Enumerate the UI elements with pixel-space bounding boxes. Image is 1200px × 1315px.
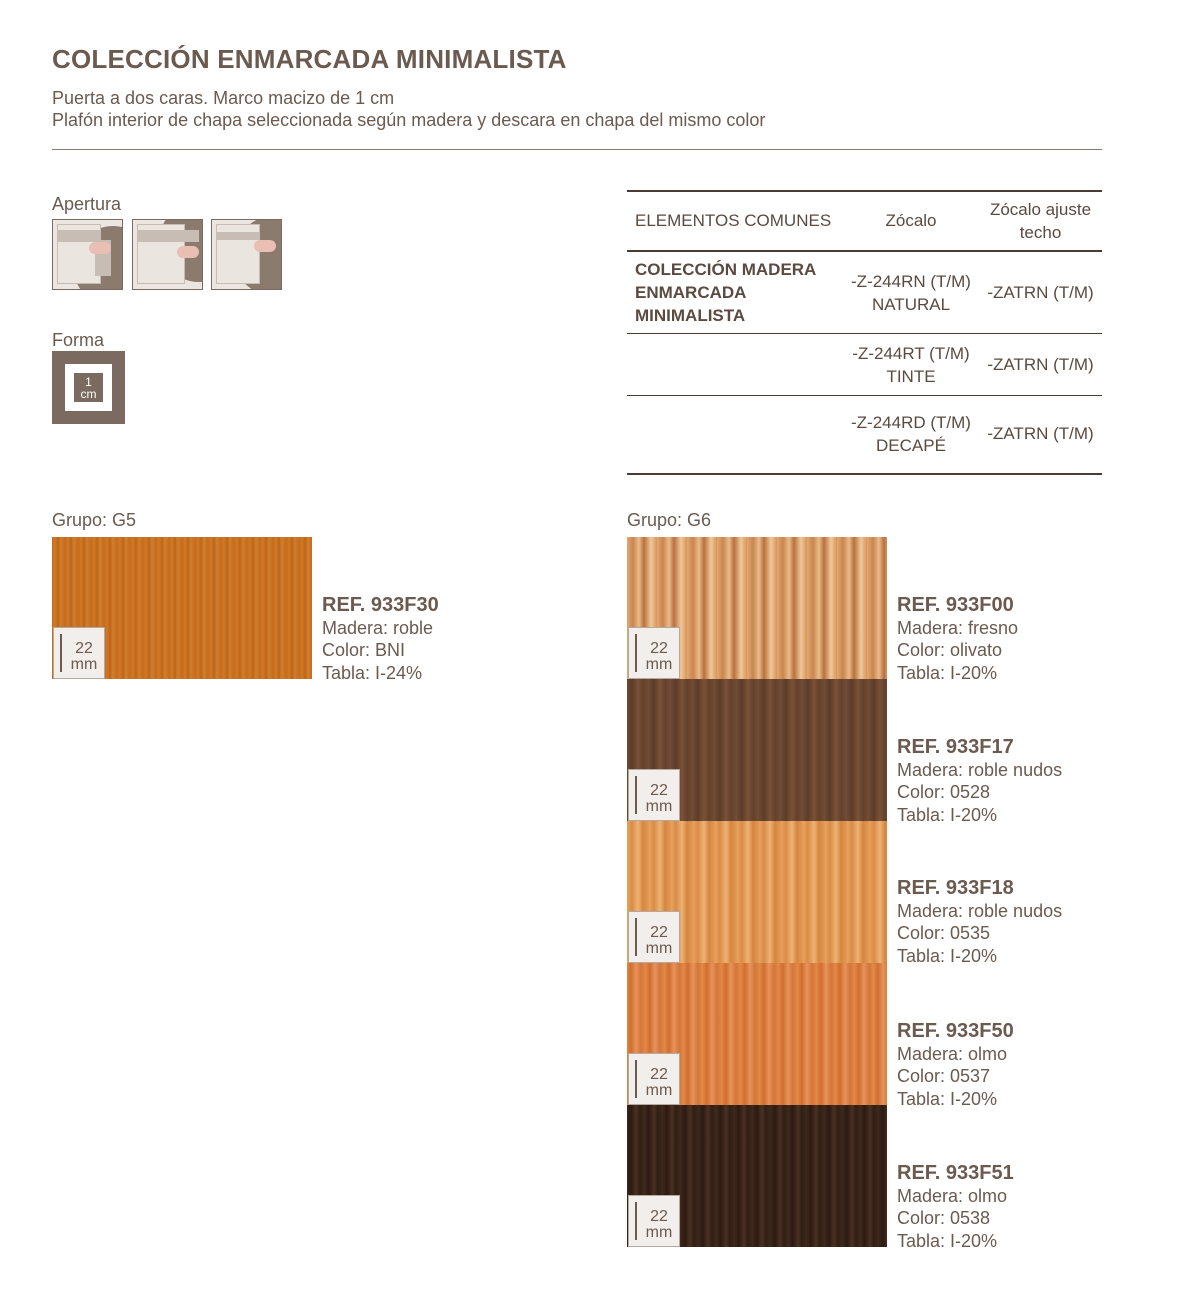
- wood-swatch-933F30: [52, 537, 312, 679]
- product-board: Tabla: I-24%: [322, 662, 423, 683]
- product-wood: Madera: olmo: [897, 1044, 1008, 1064]
- product-color: Color: 0528: [897, 782, 991, 803]
- product-ref: REF. 933F50: [897, 1020, 1014, 1042]
- product-wood: Madera: roble: [322, 618, 434, 638]
- product-ref: REF. 933F00: [897, 594, 1014, 616]
- product-ref: REF. 933F30: [322, 594, 439, 616]
- thickness-badge: 22 mm: [628, 911, 680, 963]
- table-cell: -Z-244RN (T/M) NATURAL: [843, 251, 979, 334]
- apertura-options: [52, 219, 284, 291]
- product-wood: Madera: roble nudos: [897, 901, 1063, 921]
- wood-swatch-933F00: [627, 537, 887, 679]
- wood-swatch-933F50: [627, 963, 887, 1105]
- product-color: Color: olivato: [897, 640, 1003, 661]
- forma-label: Forma: [52, 330, 105, 350]
- table-cell: -ZATRN (T/M): [979, 251, 1102, 334]
- thickness-badge: 22 mm: [628, 769, 680, 821]
- product-info-933F50: [897, 1020, 1014, 1110]
- frame-size-number: 1: [85, 375, 92, 389]
- page-title: COLECCIÓN ENMARCADA MINIMALISTA: [52, 44, 567, 74]
- product-board: Tabla: I-20%: [897, 804, 998, 825]
- product-color: Color: 0535: [897, 923, 991, 944]
- table-cell: COLECCIÓN MADERA ENMARCADA MINIMALISTA: [627, 251, 843, 334]
- subtitle-panel: Plafón interior de chapa seleccionada según madera y descara en chapa del mismo color: [52, 110, 766, 130]
- wood-swatch-933F51: [627, 1105, 887, 1247]
- opening-push-icon: [211, 219, 282, 290]
- table-cell: -ZATRN (T/M): [979, 396, 1102, 474]
- product-info-933F17: [897, 736, 1062, 826]
- table-header: Zócalo: [843, 191, 979, 251]
- thickness-badge: 22 mm: [628, 1053, 680, 1105]
- table-cell: -ZATRN (T/M): [979, 334, 1102, 396]
- product-color: Color: 0538: [897, 1208, 991, 1229]
- group-g6-label: Grupo: G6: [627, 510, 712, 530]
- product-ref: REF. 933F17: [897, 736, 1014, 758]
- header-divider: [52, 149, 1102, 150]
- table-row: [627, 396, 1102, 474]
- opening-pull-right-icon: [132, 219, 203, 290]
- frame-shape-icon: [52, 351, 125, 424]
- thickness-badge: 22 mm: [53, 627, 105, 679]
- product-info-933F18: [897, 877, 1062, 967]
- product-color: Color: 0537: [897, 1066, 991, 1087]
- table-cell: [627, 334, 843, 396]
- wood-swatch-933F18: [627, 821, 887, 963]
- apertura-label: Apertura: [52, 194, 122, 214]
- group-g5-label: Grupo: G5: [52, 510, 137, 530]
- table-cell: -Z-244RT (T/M) TINTE: [843, 334, 979, 396]
- product-color: Color: BNI: [322, 640, 406, 661]
- product-board: Tabla: I-20%: [897, 662, 998, 683]
- product-wood: Madera: olmo: [897, 1186, 1008, 1206]
- product-info-933F30: [322, 594, 439, 684]
- common-elements-table: [627, 190, 1102, 475]
- product-ref: REF. 933F18: [897, 877, 1014, 899]
- table-cell: [627, 396, 843, 474]
- thickness-badge: 22 mm: [628, 627, 680, 679]
- subtitle-door: Puerta a dos caras. Marco macizo de 1 cm: [52, 88, 395, 108]
- table-row: [627, 334, 1102, 396]
- product-board: Tabla: I-20%: [897, 945, 998, 966]
- table-header: ELEMENTOS COMUNES: [627, 191, 843, 251]
- frame-size-unit: cm: [80, 387, 97, 401]
- product-ref: REF. 933F51: [897, 1162, 1014, 1184]
- table-cell: -Z-244RD (T/M) DECAPÉ: [843, 396, 979, 474]
- product-board: Tabla: I-20%: [897, 1230, 998, 1251]
- table-row: [627, 251, 1102, 334]
- product-wood: Madera: roble nudos: [897, 760, 1063, 780]
- opening-pull-left-icon: [52, 219, 123, 290]
- wood-swatch-933F17: [627, 679, 887, 821]
- table-header: Zócalo ajuste techo: [979, 191, 1102, 251]
- product-board: Tabla: I-20%: [897, 1088, 998, 1109]
- thickness-badge: 22 mm: [628, 1195, 680, 1247]
- product-info-933F00: [897, 594, 1018, 684]
- product-wood: Madera: fresno: [897, 618, 1019, 638]
- product-info-933F51: [897, 1162, 1014, 1252]
